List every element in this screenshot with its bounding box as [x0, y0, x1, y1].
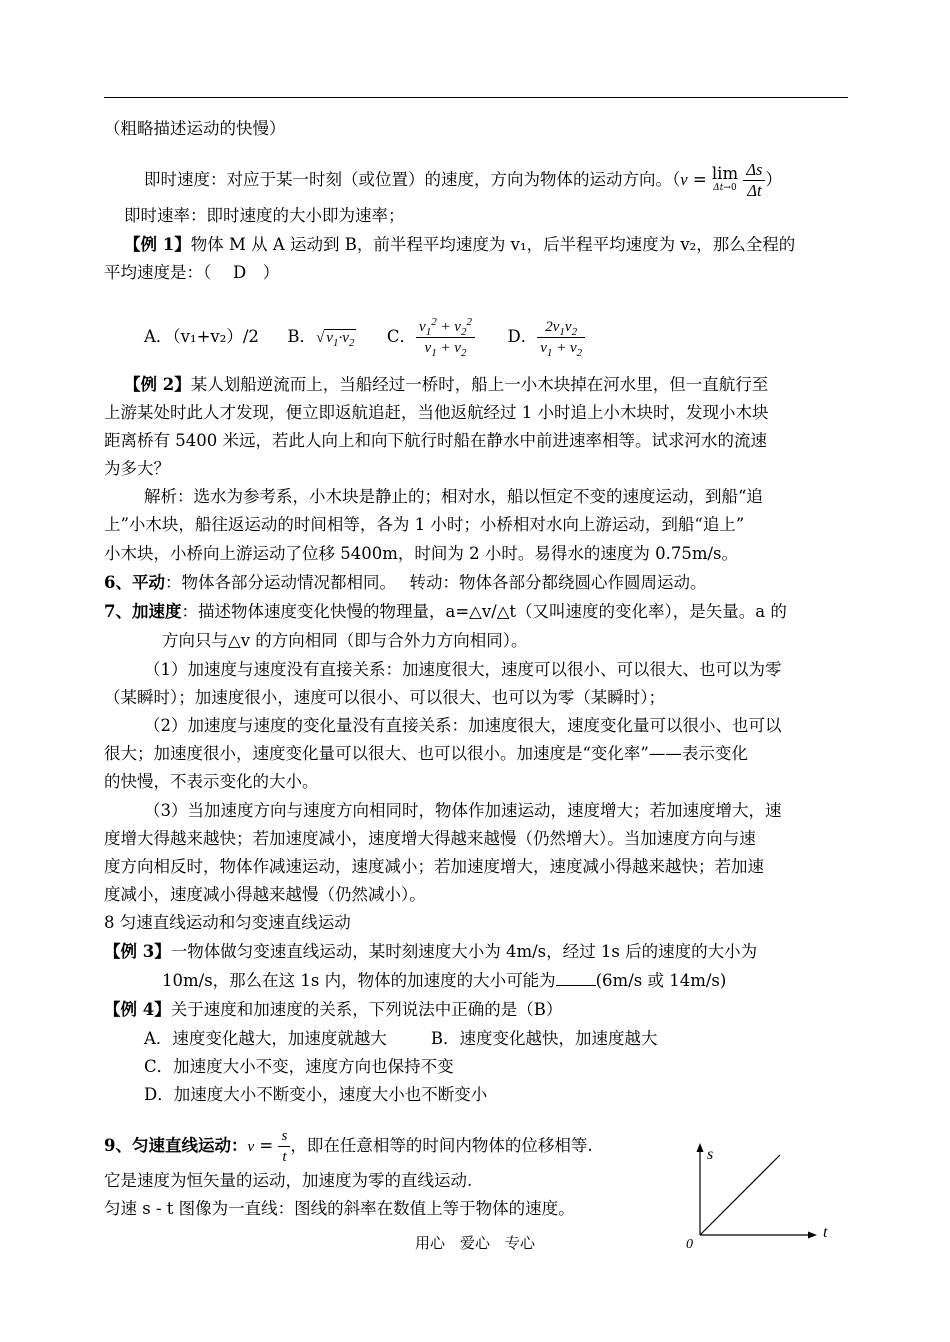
fraction-d: $\frac{2v_1v_2}{v_1 + v_2}$	[537, 317, 585, 358]
text-line: 距离桥有 5400 米远，若此人向上和向下航行时船在静水中前进速率相等。试求河水的流速	[104, 431, 767, 450]
text-span: 一物体做匀变速直线运动，某时刻速度大小为 4m/s，经过 1s 后的速度的大小为	[170, 942, 758, 961]
text-line: 解析：选水为参考系，小木块是静止的；相对水，船以恒定不变的速度运动，到船“追	[144, 487, 763, 506]
y-axis-arrow	[697, 1143, 704, 1152]
formula-v: v	[247, 1139, 255, 1155]
section-7-line1	[104, 600, 787, 624]
text-line: 的快慢，不表示变化的大小。	[104, 772, 319, 791]
ds-dt-fraction: $\frac{\Delta s}{\Delta t}$	[743, 160, 765, 201]
option-b-label: B．	[287, 327, 317, 346]
lim-formula: lim Δt→0	[711, 163, 739, 193]
example1-options	[144, 317, 585, 358]
example1-line1	[124, 233, 795, 257]
text-line: 即时速率：即时速度的大小即为速率；	[124, 206, 405, 225]
sqrt-formula: √ $v_1\cdot v_2$	[316, 330, 355, 349]
text-span: ：物体各部分运动情况都相同。 转动：物体各部分都绕圆心作圆周运动。	[164, 573, 707, 592]
example-tag: 【例 4】	[104, 1000, 171, 1019]
formula-v: v	[680, 170, 688, 189]
example4-question	[104, 998, 562, 1022]
section-heading: 6、平动	[104, 573, 165, 592]
y-axis-label: s	[707, 1146, 714, 1163]
option-d-label: D．	[507, 327, 538, 346]
text-span: 即时速度：对应于某一时刻（或位置）的速度，方向为物体的运动方向。（	[144, 170, 681, 189]
text-line: 上”小木块，船往返运动的时间相等，各为 1 小时；小桥相对水向上游运动，到船“追上”	[104, 515, 745, 534]
option-a: A．速度变化越大，加速度就越大	[144, 1029, 387, 1048]
section-heading: 7、加速度	[104, 602, 182, 621]
example-tag: 【例 3】	[104, 942, 171, 961]
text-line: 它是速度为恒矢量的运动，加速度为零的直线运动.	[104, 1171, 473, 1190]
text-line: 度减小，速度减小得越来越慢（仍然减小）。	[104, 885, 426, 904]
text-line: （2）加速度与速度的变化量没有直接关系：加速度很大，速度变化量可以很小、也可以	[144, 716, 782, 735]
text-line: （1）加速度与速度没有直接关系：加速度很大，速度可以很小、可以很大、也可以为零	[144, 660, 782, 679]
text-line: 匀速 s - t 图像为一直线：图线的斜率在数值上等于物体的速度。	[104, 1199, 575, 1218]
text-span: 物体 M 从 A 运动到 B，前半程平均速度为 v₁，后半程平均速度为 v₂，那么全程的	[190, 235, 796, 254]
option-d: D．加速度大小不断变小，速度大小也不断变小	[144, 1085, 488, 1104]
answer-blank	[556, 971, 596, 986]
text-line: 上游某处时此人才发现，便立即返航追赶，当他返航经过 1 小时追上小木块时，发现小木块	[104, 403, 769, 422]
text-line: 方向只与△v 的方向相同（即与合外力方向相同）。	[162, 631, 528, 650]
example4-options-ab	[144, 1027, 658, 1051]
example2-line1	[124, 373, 768, 397]
text-line: 小木块，小桥向上游运动了位移 5400m，时间为 2 小时。易得水的速度为 0.75m/s。	[104, 544, 739, 563]
text-line: 度方向相反时，物体作减速运动，速度减小；若加速度增大，速度减小得越来越快；若加速	[104, 857, 764, 876]
example-tag: 【例 2】	[124, 375, 191, 394]
x-axis-label: t	[823, 1224, 828, 1241]
text-span: 关于速度和加速度的关系，下列说法中正确的是（B）	[170, 1000, 563, 1019]
example-tag: 【例 1】	[124, 235, 191, 254]
section-9-line1: 9、匀速直线运动：v = $\frac{s}{t}$ ，即在任意相等的时间内物体的位移相等.	[104, 1128, 593, 1165]
option-c: C．加速度大小不变，速度方向也保持不变	[144, 1057, 454, 1076]
page-footer: 用心 爱心 专心	[414, 1234, 535, 1252]
s-t-line	[700, 1155, 780, 1235]
text-span: ，即在任意相等的时间内物体的位移相等.	[290, 1136, 593, 1155]
text-span: (6m/s 或 14m/s)	[595, 971, 727, 990]
text-line: （粗略描述运动的快慢）	[104, 119, 286, 138]
section-heading: 9、匀速直线运动：	[104, 1136, 248, 1155]
header-rule	[104, 97, 848, 98]
origin-label: 0	[686, 1237, 693, 1252]
section-8: 8 匀速直线运动和匀变速直线运动	[104, 913, 351, 932]
s-over-t-fraction: $\frac{s}{t}$	[278, 1126, 290, 1167]
text-line: （某瞬时）；加速度很小，速度可以很小、可以很大、也可以为零（某瞬时）；	[104, 688, 665, 707]
text-line: 很大；加速度很小，速度变化量可以很大、也可以很小。加速度是“变化率”——表示变化	[104, 744, 748, 763]
fraction-c: $\frac{v_1^2 + v_2^2}{v_1 + v_2}$	[416, 317, 475, 358]
example1-line2: 平均速度是：（ D ）	[104, 263, 280, 282]
option-b: B．速度变化越快，加速度越大	[430, 1029, 658, 1048]
option-a: A．（v₁+v₂）/2	[144, 327, 259, 346]
text-line: 度增大得越来越快；若加速度减小，速度增大得越来越慢（仍然增大）。当加速度方向与速	[104, 829, 756, 848]
text-line: 为多大？	[104, 459, 170, 478]
text-span: ）	[765, 170, 782, 189]
text-span: 某人划船逆流而上，当船经过一桥时，船上一小木块掉在河水里，但一直航行至	[190, 375, 769, 394]
text-line: （3）当加速度方向与速度方向相同时，物体作加速运动，速度增大；若加速度增大，速	[144, 801, 782, 820]
section-6	[104, 571, 706, 595]
text-span: ：描述物体速度变化快慢的物理量，a=△v/△t（又叫速度的变化率），是矢量。a 的	[181, 602, 787, 621]
instantaneous-velocity-line: 即时速度：对应于某一时刻（或位置）的速度，方向为物体的运动方向。（v = lim Δt→0 $\frac{\Delta s}{\Delta t}$ ）	[144, 160, 782, 200]
example3-line1	[104, 940, 757, 964]
example3-line2	[162, 969, 726, 993]
text-span: 10m/s，那么在这 1s 内，物体的加速度的大小可能为	[162, 971, 556, 990]
option-c-label: C．	[386, 327, 417, 346]
